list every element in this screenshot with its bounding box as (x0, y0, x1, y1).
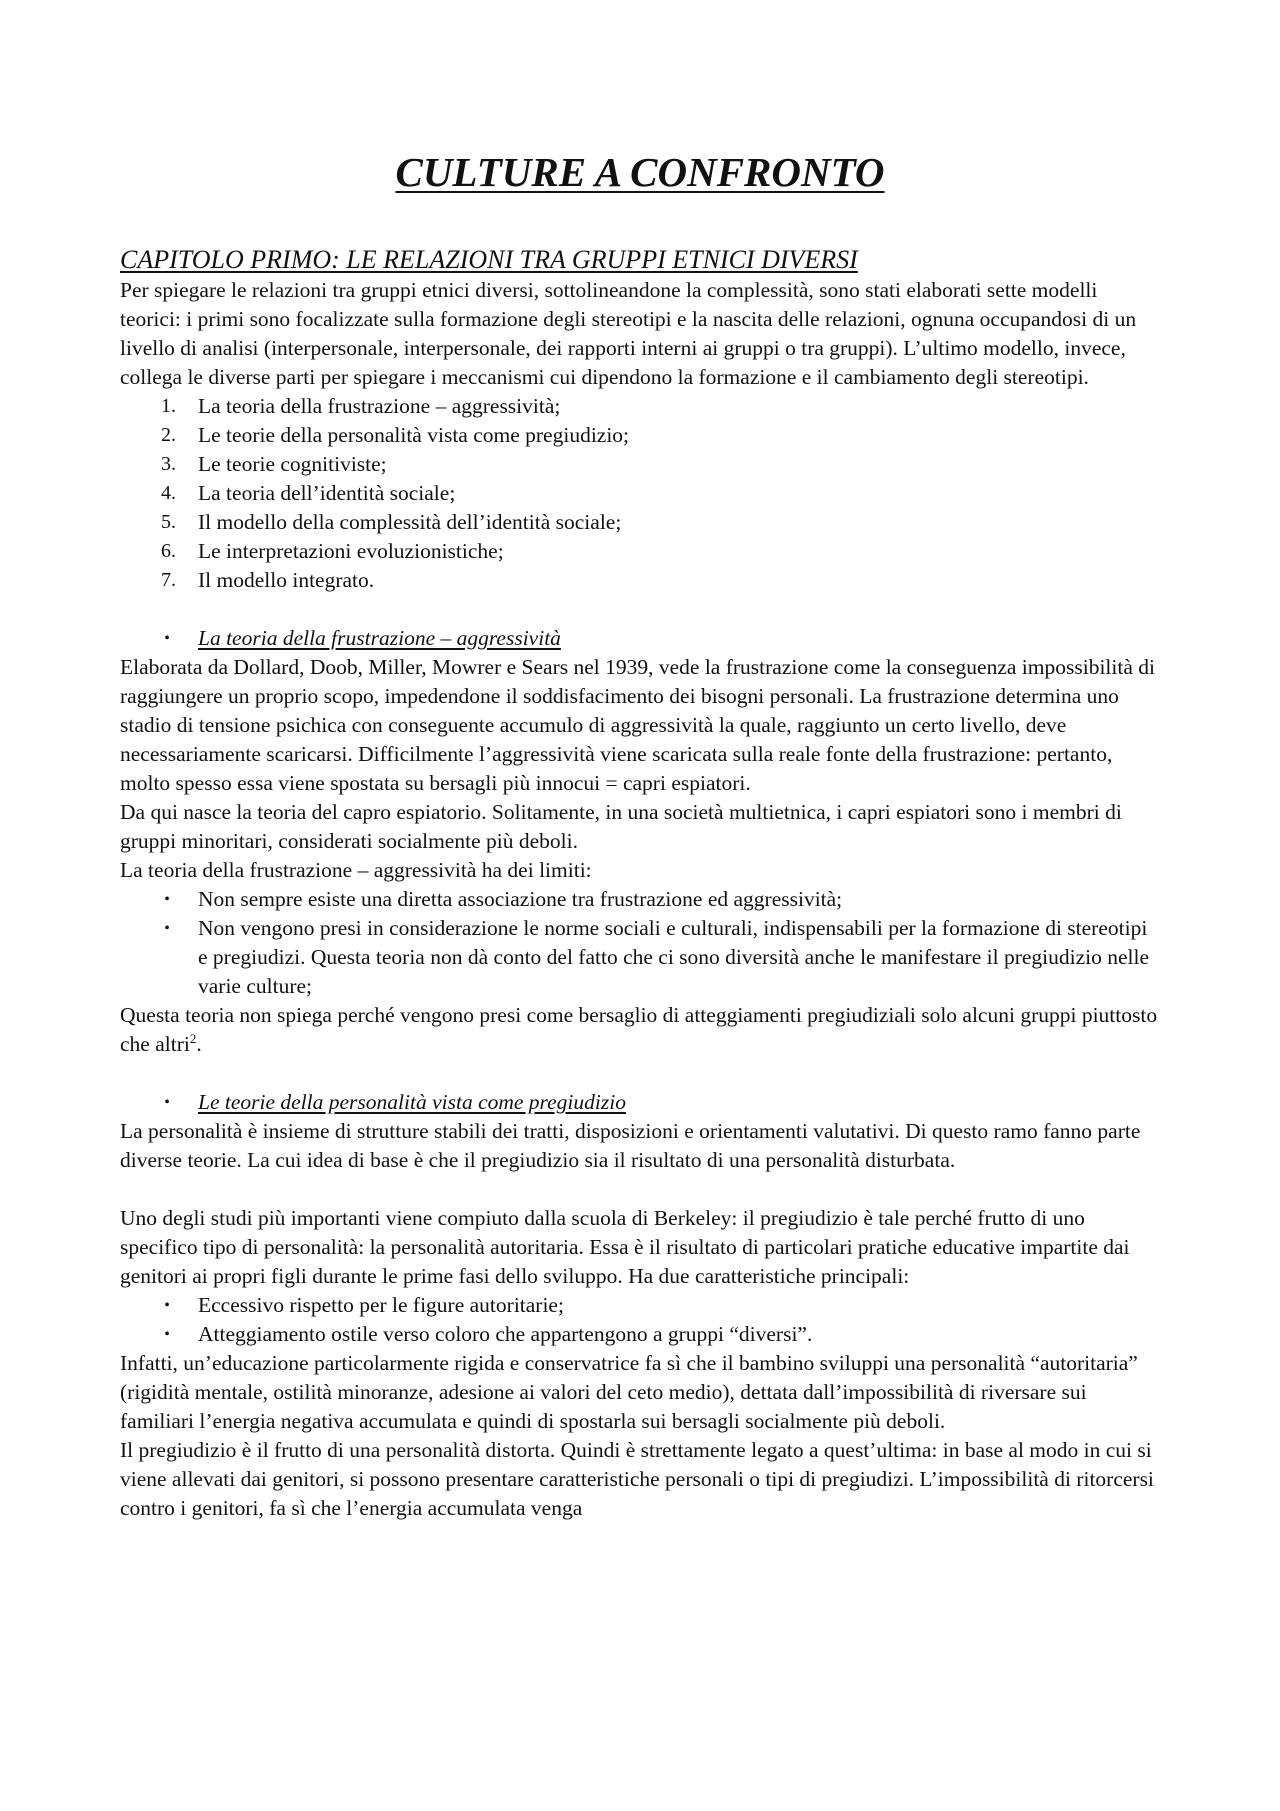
bullet-icon: • (164, 1297, 170, 1314)
section-heading-text: Le teorie della personalità vista come pregiudizio (198, 1090, 626, 1114)
limits-list (120, 885, 1160, 1001)
list-item (120, 1320, 1160, 1349)
list-item-text: La teoria dell’identità sociale; (198, 481, 456, 505)
list-item-text: Le teorie della personalità vista come pregiudizio; (198, 423, 630, 447)
list-item (120, 392, 1160, 421)
list-number: 7. (161, 569, 176, 591)
models-list (120, 392, 1160, 595)
list-number: 2. (161, 424, 176, 446)
section-heading-frustration (120, 624, 1160, 653)
paragraph: Elaborata da Dollard, Doob, Miller, Mowrer e Sears nel 1939, vede la frustrazione come la conseguenza impossibilità di raggiungere un proprio scopo, impedendone il soddisfacimento dei bisogni personali. La frustrazione determina uno stadio di tensione psichica con conseguente accumulo di aggressività la quale, raggiunto un certo livello, deve necessariamente scaricarsi. Difficilmente l’aggressività viene scaricata sulla reale fonte della frustrazione: pertanto, molto spesso essa viene spostata su bersagli più innocui = capri espiatori. (120, 655, 1155, 795)
list-item-text: Il modello integrato. (198, 568, 375, 592)
paragraph: Da qui nasce la teoria del capro espiatorio. Solitamente, in una società multietnica, i capri espiatori sono i membri di gruppi minoritari, considerati socialmente più deboli. (120, 800, 1122, 853)
spacer (120, 1175, 1160, 1204)
list-item-text: Le teorie cognitiviste; (198, 452, 387, 476)
paragraph: Il pregiudizio è il frutto di una personalità distorta. Quindi è strettamente legato a quest’ultima: in base al modo in cui si viene allevati dai genitori, si possono presentare caratteristiche personali o tipi di pregiudizi. L’impossibilità di ritorcersi contro i genitori, fa sì che l’energia accumulata venga (120, 1438, 1154, 1520)
list-item (120, 479, 1160, 508)
chapter-title: CAPITOLO PRIMO: LE RELAZIONI TRA GRUPPI ETNICI DIVERSI (120, 245, 858, 274)
list-number: 1. (161, 395, 176, 417)
section-heading-text: La teoria della frustrazione – aggressività (198, 626, 561, 650)
list-item (120, 566, 1160, 595)
paragraph-end: . (196, 1032, 202, 1056)
list-item-text: Non vengono presi in considerazione le norme sociali e culturali, indispensabili per la formazione di stereotipi e pregiudizi. Questa teoria non dà conto del fatto che ci sono diversità anche le manifestare il pregiudizio nelle varie culture; (198, 916, 1150, 998)
list-item (120, 537, 1160, 566)
list-item-text: Le interpretazioni evoluzionistiche; (198, 539, 504, 563)
list-item-text: Atteggiamento ostile verso coloro che appartengono a gruppi “diversi”. (198, 1322, 813, 1346)
list-item (120, 1291, 1160, 1320)
footnote-ref: 2 (189, 1030, 197, 1046)
list-item (120, 421, 1160, 450)
paragraph: La teoria della frustrazione – aggressività ha dei limiti: (120, 858, 592, 882)
traits-list (120, 1291, 1160, 1349)
paragraph (120, 1001, 1160, 1059)
paragraph: Uno degli studi più importanti viene compiuto dalla scuola di Berkeley: il pregiudizio è tale perché frutto di uno specifico tipo di personalità: la personalità autoritaria. Essa è il risultato di particolari pratiche educative impartite dai genitori ai propri figli durante le prime fasi dello sviluppo. Ha due caratteristiche principali: (120, 1206, 1130, 1288)
bullet-icon: • (164, 1094, 170, 1111)
list-item (120, 450, 1160, 479)
paragraph-text: Questa teoria non spiega perché vengono presi come bersaglio di atteggiamenti pregiudiziali solo alcuni gruppi piuttosto che altri (120, 1003, 1158, 1056)
document-title: CULTURE A CONFRONTO (395, 149, 885, 195)
list-item-text: Non sempre esiste una diretta associazione tra frustrazione ed aggressività; (198, 887, 843, 911)
chapter-intro: Per spiegare le relazioni tra gruppi etnici diversi, sottolineandone la complessità, sono stati elaborati sette modelli teorici: i primi sono focalizzate sulla formazione degli stereotipi e la nascita delle relazioni, ognuna occupandosi di un livello di analisi (interpersonale, interpersonale, dei rapporti interni ai gruppi o tra gruppi). L’ultimo modello, invece, collega le diverse parti per spiegare i meccanismi cui dipendono la formazione e il cambiamento degli stereotipi. (120, 278, 1137, 389)
paragraph: Infatti, un’educazione particolarmente rigida e conservatrice fa sì che il bambino sviluppi una personalità “autoritaria” (rigidità mentale, ostilità minoranze, adesione ai valori del ceto medio), dettata dall’impossibilità di riversare sui familiari l’energia negativa accumulata e quindi di spostarla sui bersagli socialmente più deboli. (120, 1351, 1138, 1433)
list-number: 5. (161, 511, 176, 533)
bullet-icon: • (164, 1326, 170, 1343)
paragraph: La personalità è insieme di strutture stabili dei tratti, disposizioni e orientamenti valutativi. Di questo ramo fanno parte diverse teorie. La cui idea di base è che il pregiudizio sia il risultato di una personalità disturbata. (120, 1119, 1141, 1172)
list-item-text: La teoria della frustrazione – aggressività; (198, 394, 561, 418)
list-item (120, 508, 1160, 537)
section-heading-personality (120, 1088, 1160, 1117)
list-item-text: Il modello della complessità dell’identità sociale; (198, 510, 622, 534)
list-number: 3. (161, 453, 176, 475)
list-item (120, 885, 1160, 914)
list-item (120, 914, 1160, 1001)
list-number: 4. (161, 482, 176, 504)
bullet-icon: • (164, 630, 170, 647)
spacer (120, 1059, 1160, 1088)
list-number: 6. (161, 540, 176, 562)
bullet-icon: • (164, 920, 170, 937)
list-item-text: Eccessivo rispetto per le figure autoritarie; (198, 1293, 564, 1317)
spacer (120, 595, 1160, 624)
bullet-icon: • (164, 891, 170, 908)
